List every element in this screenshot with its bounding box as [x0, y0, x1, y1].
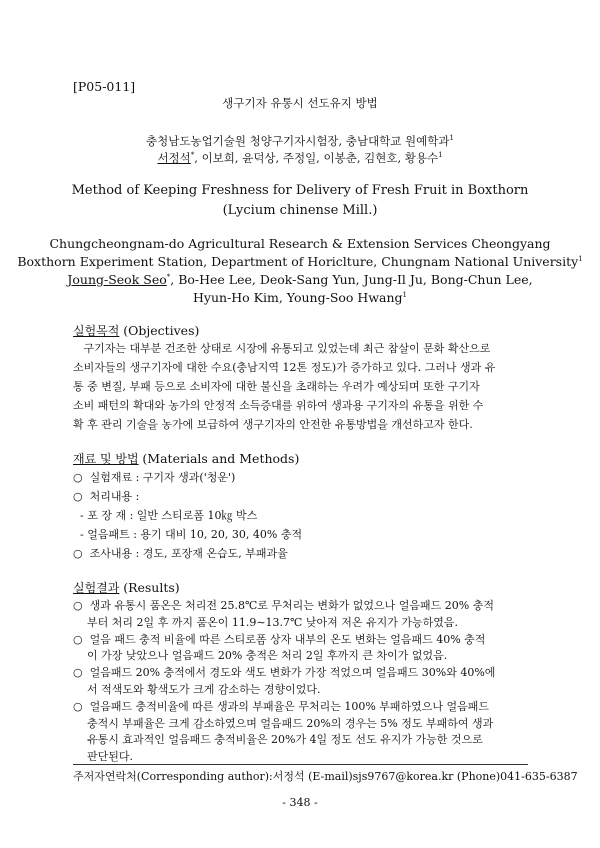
methods-heading-ko: 재료 및 방법 [73, 452, 139, 466]
methods-heading-en: (Materials and Methods) [142, 451, 300, 466]
affiliation-english-line2 [0, 254, 600, 269]
objectives-line: 소비자들의 생구기자에 대한 수요(충남지역 12톤 정도)가 증가하고 있다. 그러나 생과 유 [73, 361, 496, 374]
results-line: 유통시 효과적인 얼음패드 충적비율은 20%가 4일 정도 선도 유지가 가능한 것으로 [73, 733, 483, 747]
affiliation-korean [0, 133, 600, 149]
objectives-heading-en: (Objectives) [123, 323, 200, 338]
objectives-heading-ko: 실험목적 [73, 324, 120, 338]
coauthors-korean-sup: 1 [438, 151, 443, 160]
lead-author-english-mark: * [166, 272, 171, 281]
results-heading-en: (Results) [123, 580, 180, 595]
results-line: ○ 얼음패드 20% 충적에서 경도와 색도 변화가 가장 적었으며 얼음패드 30%와 40%에 [73, 666, 496, 680]
title-english-line2: (Lycium chinense Mill.) [222, 203, 378, 218]
results-line: 충적시 부패율은 크게 감소하였으며 얼음패드 20%의 경우는 5% 정도 부패하여 생과 [73, 716, 494, 730]
title-korean: 생구기자 유통시 선도유지 방법 [222, 96, 378, 110]
affiliation-korean-sup: 1 [449, 134, 454, 143]
abstract-code: [P05-011] [73, 79, 136, 94]
lead-author-korean: 서정석 [157, 151, 191, 165]
lead-author-mark: * [190, 151, 195, 160]
results-line: ○ 얼음패드 충적비율에 따른 생과의 부패율은 무처리는 100% 부패하였으나 얼음패드 [73, 699, 490, 713]
title-english-line1: Method of Keeping Freshness for Delivery of Fresh Fruit in Boxthorn [71, 183, 529, 198]
lead-author-english: Joung-Seok Seo [67, 272, 167, 287]
coauthors-english-b: Hyun-Ho Kim, Young-Soo Hwang [192, 290, 403, 305]
affiliation-english-sup: 1 [578, 254, 583, 263]
objectives-line: 통 중 변질, 부패 등으로 소비자에 대한 불신을 초래하는 우려가 예상되며 또한 구기자 [73, 380, 480, 393]
methods-item: ○ 실험재료 : 구기자 생과('청운') [73, 471, 236, 484]
affiliation-english-line1: Chungcheongnam-do Agricultural Research & Extension Services Cheongyang [49, 236, 551, 251]
results-line: 서 적색도와 황색도가 크게 감소하는 경향이었다. [73, 683, 321, 696]
section-heading-methods [73, 450, 299, 467]
methods-item: - 얼음패트 : 용기 대비 10, 20, 30, 40% 충적 [73, 528, 303, 541]
results-line: ○ 생과 유통시 품온은 처리전 25.8℃로 무처리는 변화가 없었으나 얼음패드 20% 충적 [73, 599, 494, 612]
results-line: 판단된다. [73, 750, 133, 764]
coauthors-english-a: , Bo-Hee Lee, Deok-Sang Yun, Jung-Il Ju, Bong-Chun Lee, [170, 272, 533, 287]
affiliation-english-text: Boxthorn Experiment Station, Department of Horiclture, Chungnam National University [17, 254, 579, 269]
results-line: 이 가장 낮았으나 얼음패드 20% 충적은 처리 2일 후까지 큰 차이가 없었음. [73, 649, 448, 663]
results-line: ○ 얼음 패드 충적 비율에 따른 스티로폼 상자 내부의 온도 변화는 얼음패드 40% 충적 [73, 632, 486, 646]
results-heading-ko: 실험결과 [73, 581, 120, 595]
affiliation-korean-text: 충청남도농업기술원 청양구기자시험장, 충남대학교 원예학과 [146, 134, 450, 148]
authors-english-line1 [0, 272, 600, 287]
section-heading-objectives [73, 322, 199, 339]
coauthors-english-sup: 1 [402, 290, 407, 299]
authors-english-line2 [0, 290, 600, 305]
authors-korean [0, 150, 600, 166]
results-line: 부터 처리 2일 후 까지 품온이 11.9∼13.7℃ 낮아져 저온 유지가 가능하였음. [73, 615, 458, 629]
page-number: - 348 - [282, 796, 318, 809]
coauthors-korean: , 이보희, 윤덕상, 주정일, 이봉춘, 김현호, 황용수 [194, 151, 439, 165]
objectives-line: 구기자는 대부분 건조한 상태로 시장에 유통되고 있었는데 최근 참살이 문화 확산으로 [73, 342, 491, 355]
corresponding-author: 주저자연락처(Corresponding author):서정석 (E-mail)sjs9767@korea.kr (Phone)041-635-6387 [73, 770, 578, 783]
methods-item: - 포 장 재 : 일반 스티로폼 10㎏ 박스 [73, 509, 258, 522]
methods-item: ○ 조사내용 : 경도, 포장재 온습도, 부패과율 [73, 547, 288, 560]
objectives-line: 확 후 관리 기술을 농가에 보급하여 생구기자의 안전한 유통방법을 개선하고자 한다. [73, 418, 473, 431]
objectives-line: 소비 패턴의 확대와 농가의 안정적 소득증대를 위하여 생과용 구기자의 유통을 위한 수 [73, 399, 484, 412]
footer-rule [73, 764, 528, 765]
section-heading-results [73, 579, 180, 596]
methods-item: ○ 처리내용 : [73, 490, 140, 503]
